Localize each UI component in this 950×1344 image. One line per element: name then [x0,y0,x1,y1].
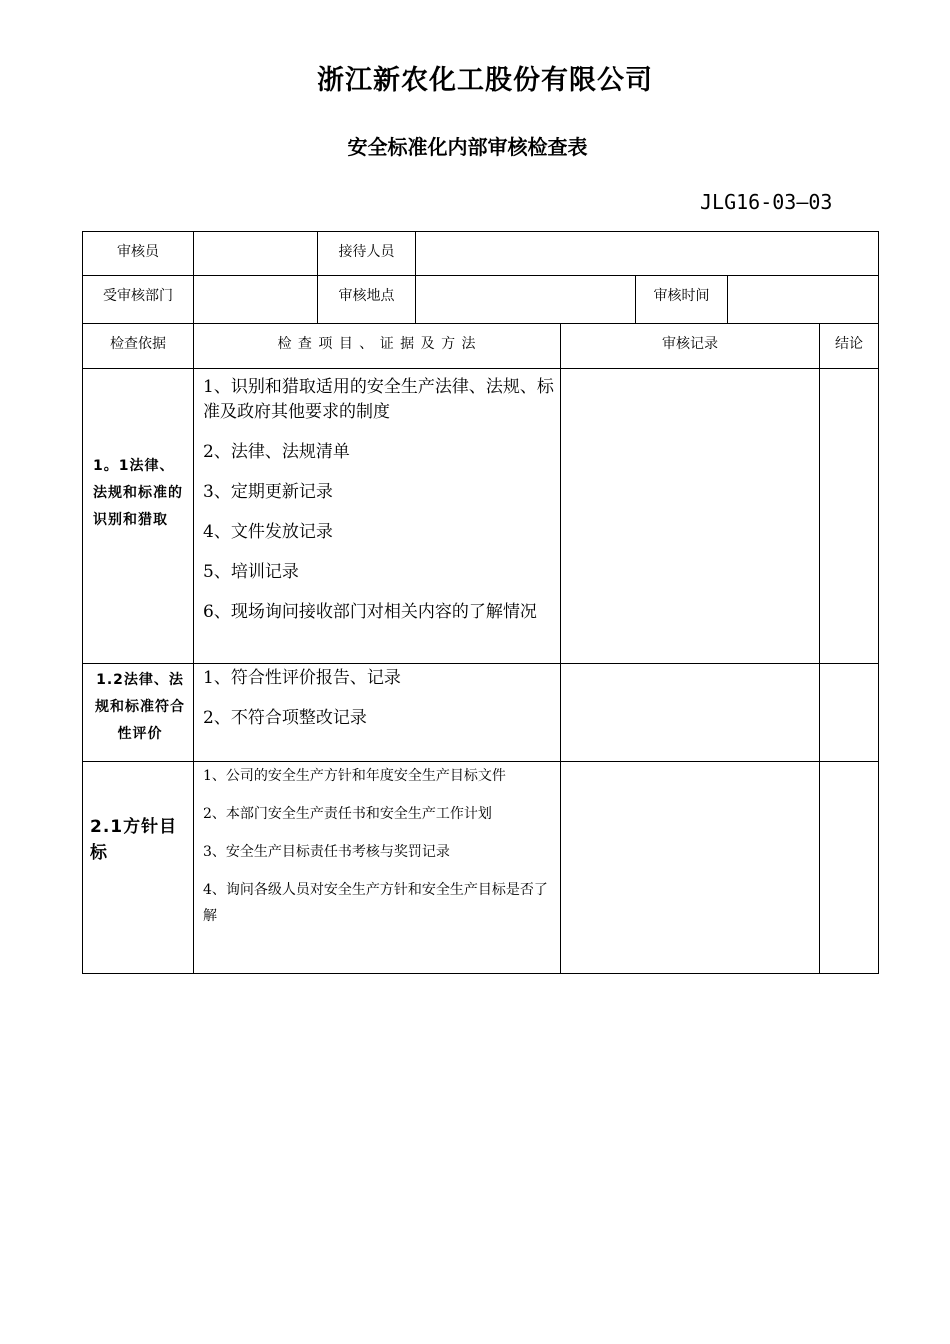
location-field[interactable] [415,275,636,324]
list-item: 5、培训记录 [203,562,299,582]
conclusion-cell[interactable] [819,663,879,762]
company-name: 浙江新农化工股份有限公司 [317,65,653,96]
row-basis: 1。1法律、法规和标准的识别和猎取 [82,368,194,664]
list-item: 4、询问各级人员对安全生产方针和安全生产目标是否了解 [203,882,548,924]
col-basis-header: 检查依据 [82,323,194,369]
list-item: 1、符合性评价报告、记录 [203,668,401,688]
auditor-field[interactable] [193,231,318,276]
location-label: 审核地点 [317,275,416,324]
list-item: 4、文件发放记录 [203,522,333,542]
time-label: 审核时间 [635,275,728,324]
conclusion-cell[interactable] [819,368,879,664]
dept-label: 受审核部门 [82,275,194,324]
list-item: 6、现场询问接收部门对相关内容的了解情况 [203,602,537,622]
col-record-header: 审核记录 [560,323,820,369]
dept-field[interactable] [193,275,318,324]
row-basis: 2.1方针目标 [82,761,194,974]
list-item: 3、安全生产目标责任书考核与奖罚记录 [203,844,450,860]
document-code: JLG16-03—03 [700,190,833,214]
row-items [193,368,561,664]
col-items-header: 检 查 项 目 、 证 据 及 方 法 [193,323,561,369]
receiver-label: 接待人员 [317,231,416,276]
list-item: 3、定期更新记录 [203,482,333,502]
auditor-label: 审核员 [82,231,194,276]
row-items [193,761,561,974]
col-conclusion-header: 结论 [819,323,879,369]
record-cell[interactable] [560,368,820,664]
conclusion-cell[interactable] [819,761,879,974]
record-cell[interactable] [560,663,820,762]
form-title: 安全标准化内部审核检查表 [347,135,588,159]
list-item: 2、本部门安全生产责任书和安全生产工作计划 [203,806,492,822]
record-cell[interactable] [560,761,820,974]
list-item: 1、公司的安全生产方针和年度安全生产目标文件 [203,768,506,784]
list-item: 2、法律、法规清单 [203,442,350,462]
list-item: 2、不符合项整改记录 [203,708,367,728]
time-field[interactable] [727,275,879,324]
receiver-field[interactable] [415,231,879,276]
row-basis: 1.2法律、法规和标准符合性评价 [82,663,194,762]
list-item: 1、识别和猎取适用的安全生产法律、法规、标准及政府其他要求的制度 [203,377,554,422]
row-items [193,663,561,762]
